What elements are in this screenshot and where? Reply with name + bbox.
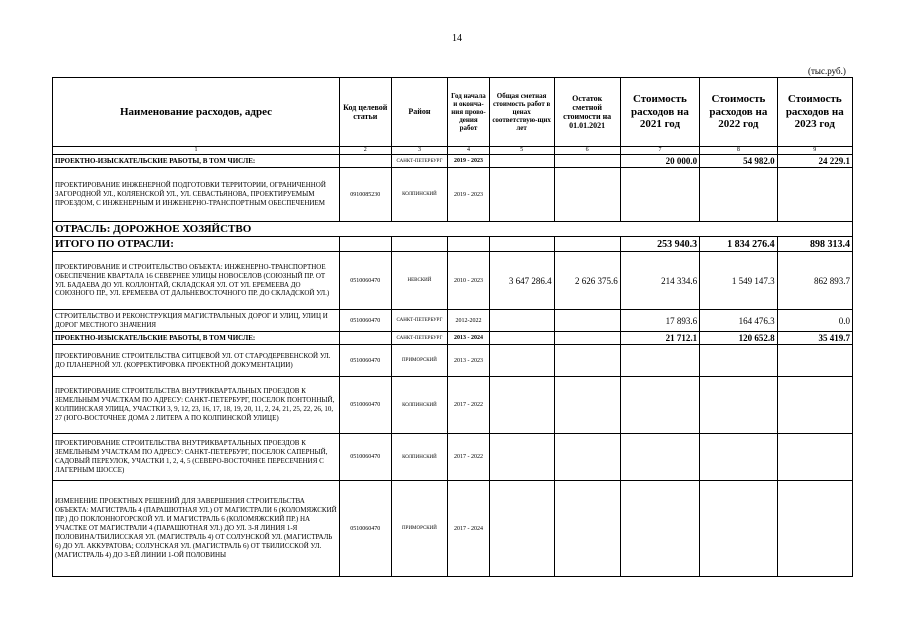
row-remaining <box>554 345 620 377</box>
column-number: 9 <box>777 147 852 155</box>
row-total-estimate <box>489 481 554 577</box>
row-total-estimate <box>489 310 554 332</box>
table-row <box>53 252 853 310</box>
row-name: СТРОИТЕЛЬСТВО И РЕКОНСТРУКЦИЯ МАГИСТРАЛЬНЫХ ДОРОГ И УЛИЦ, УЛИЦ И ДОРОГ МЕСТНОГО ЗНАЧЕНИЯ <box>53 310 340 332</box>
row-total-estimate <box>489 434 554 481</box>
row-cost-2022 <box>700 168 777 222</box>
total-cost-2023: 898 313.4 <box>777 237 852 252</box>
table-row <box>53 168 853 222</box>
page-number: 14 <box>452 33 462 44</box>
row-remaining <box>554 155 620 168</box>
row-total-estimate <box>489 377 554 434</box>
column-number: 6 <box>554 147 620 155</box>
row-code: 0510060470 <box>339 252 391 310</box>
row-district: КОЛПИНСКИЙ <box>391 377 448 434</box>
row-years: 2019 - 2023 <box>448 155 489 168</box>
table-row <box>53 377 853 434</box>
table-row <box>53 481 853 577</box>
total-empty-cell <box>448 237 489 252</box>
row-cost-2023 <box>777 434 852 481</box>
row-total-estimate <box>489 332 554 345</box>
row-cost-2023 <box>777 168 852 222</box>
row-name: ПРОЕКТИРОВАНИЕ ИНЖЕНЕРНОЙ ПОДГОТОВКИ ТЕРРИТОРИИ, ОГРАНИЧЕННОЙ ЗАГОРОДНОЙ УЛ., КОЛЯЕНСКОЙ УЛ., УЛ. СЕВАСТЬЯНОВА, ПРОЕКТИРУЕМЫМ ПРОЕЗДОМ, С ИНЖЕНЕРНЫМ И ИНЖЕНЕРНО-ТРАНСПОРТНЫМ ОБЕСПЕЧЕНИЕМ <box>53 168 340 222</box>
row-remaining <box>554 481 620 577</box>
column-number: 8 <box>700 147 777 155</box>
row-name: ПРОЕКТНО-ИЗЫСКАТЕЛЬСКИЕ РАБОТЫ, В ТОМ ЧИСЛЕ: <box>53 332 340 345</box>
row-years: 2012-2022 <box>448 310 489 332</box>
row-cost-2021 <box>620 434 699 481</box>
column-number: 2 <box>339 147 391 155</box>
row-district: САНКТ-ПЕТЕРБУРГ <box>391 332 448 345</box>
column-number: 1 <box>53 147 340 155</box>
row-cost-2021: 17 893.6 <box>620 310 699 332</box>
row-years: 2017 - 2024 <box>448 481 489 577</box>
row-remaining <box>554 168 620 222</box>
header-cost-2023: Стоимость расходов на 2023 год <box>777 78 852 147</box>
table-row <box>53 345 853 377</box>
table-row <box>53 434 853 481</box>
row-cost-2021 <box>620 377 699 434</box>
column-number: 4 <box>448 147 489 155</box>
row-years: 2013 - 2024 <box>448 332 489 345</box>
row-total-estimate: 3 647 286.4 <box>489 252 554 310</box>
row-remaining <box>554 310 620 332</box>
row-years: 2017 - 2022 <box>448 377 489 434</box>
row-code: 0510060470 <box>339 434 391 481</box>
total-empty-cell <box>391 237 448 252</box>
row-name: ПРОЕКТИРОВАНИЕ И СТРОИТЕЛЬСТВО ОБЪЕКТА: ИНЖЕНЕРНО-ТРАНСПОРТНОЕ ОБЕСПЕЧЕНИЕ КВАРТАЛА 16 СЕВЕРНЕЕ УЛИЦЫ НОВОСЕЛОВ (СОЮЗНЫЙ ПР. ОТ УЛ. БАДАЕВА ДО УЛ. КОЛЛОНТАЙ, СКЛАДСКАЯ УЛ. ОТ УЛ. ЕРЕМЕЕВА ДО СОЮЗНОГО ПР., УЛ. ЕРЕМЕЕВА ОТ ДАЛЬНЕВОСТОЧНОГО ПР. ДО СКЛАДСКОЙ УЛ.) <box>53 252 340 310</box>
row-cost-2023: 862 893.7 <box>777 252 852 310</box>
row-remaining <box>554 377 620 434</box>
row-remaining <box>554 434 620 481</box>
column-number: 5 <box>489 147 554 155</box>
row-cost-2023: 0.0 <box>777 310 852 332</box>
row-cost-2021: 20 000.0 <box>620 155 699 168</box>
budget-table <box>52 77 853 577</box>
row-years: 2010 - 2023 <box>448 252 489 310</box>
row-name: ИЗМЕНЕНИЕ ПРОЕКТНЫХ РЕШЕНИЙ ДЛЯ ЗАВЕРШЕНИЯ СТРОИТЕЛЬСТВА ОБЪЕКТА: МАГИСТРАЛЬ 4 (ПАРАШЮТНАЯ УЛ.) ОТ МАГИСТРАЛИ 6 (КОЛОМЯЖСКИЙ ПР.) ДО ПОКЛОННОГОРСКОЙ УЛ. И МАГИСТРАЛЬ 6 (КОЛОМЯЖСКИЙ ПР.) НА УЧАСТКЕ ОТ МАГИСТРАЛИ 4 (ПАРАШЮТНАЯ УЛ.) ДО УЛ. 3-Я ЛИНИЯ 1-Я ПОЛОВИНА/ТБИЛИССКАЯ УЛ. (МАГИСТРАЛЬ 4) ОТ СОЛУНСКОЙ УЛ. (МАГИСТРАЛЬ 6) ДО УЛ. АККУРАТОВА; СОЛУНСКАЯ УЛ. (МАГИСТРАЛЬ 6) ОТ ТБИЛИССКОЙ УЛ. (МАГИСТРАЛЬ 4) ДО 3-ЕЙ ЛИНИИ 1-ОЙ ПОЛОВИНЫ <box>53 481 340 577</box>
row-name: ПРОЕКТИРОВАНИЕ СТРОИТЕЛЬСТВА СИТЦЕВОЙ УЛ. ОТ СТАРОДЕРЕВЕНСКОЙ УЛ. ДО ПЛАНЕРНОЙ УЛ. (КОРРЕКТИРОВКА ПРОЕКТНОЙ ДОКУМЕНТАЦИИ) <box>53 345 340 377</box>
table-row <box>53 332 853 345</box>
row-cost-2022: 164 476.3 <box>700 310 777 332</box>
row-code: 0510060470 <box>339 345 391 377</box>
total-empty-cell <box>554 237 620 252</box>
row-cost-2022: 1 549 147.3 <box>700 252 777 310</box>
row-cost-2022 <box>700 434 777 481</box>
row-cost-2021 <box>620 168 699 222</box>
table-row <box>53 310 853 332</box>
row-years: 2013 - 2023 <box>448 345 489 377</box>
row-cost-2021: 21 712.1 <box>620 332 699 345</box>
row-name: ПРОЕКТИРОВАНИЕ СТРОИТЕЛЬСТВА ВНУТРИКВАРТАЛЬНЫХ ПРОЕЗДОВ К ЗЕМЕЛЬНЫМ УЧАСТКАМ ПО АДРЕСУ: САНКТ-ПЕТЕРБУРГ, ПОСЕЛОК САПЕРНЫЙ, САДОВЫЙ ПЕРЕУЛОК, УЧАСТКИ 1, 2, 4, 5 (СЕВЕРО-ВОСТОЧНЕЕ ПЕРЕСЕЧЕНИЯ С ЛАГЕРНЫМ ШОССЕ) <box>53 434 340 481</box>
header-code: Код целевой статьи <box>339 78 391 147</box>
row-cost-2021 <box>620 481 699 577</box>
row-cost-2023: 35 419.7 <box>777 332 852 345</box>
total-row <box>53 237 853 252</box>
row-cost-2023 <box>777 345 852 377</box>
row-district: САНКТ-ПЕТЕРБУРГ <box>391 310 448 332</box>
header-remaining: Остаток сметной стоимости на 01.01.2021 <box>554 78 620 147</box>
row-cost-2023: 24 229.1 <box>777 155 852 168</box>
row-total-estimate <box>489 168 554 222</box>
total-empty-cell <box>489 237 554 252</box>
unit-note: (тыс.руб.) <box>808 66 846 76</box>
total-empty-cell <box>339 237 391 252</box>
row-district: НЕВСКИЙ <box>391 252 448 310</box>
row-district: КОЛПИНСКИЙ <box>391 168 448 222</box>
row-total-estimate <box>489 345 554 377</box>
row-district: ПРИМОРСКИЙ <box>391 345 448 377</box>
header-cost-2021: Стоимость расходов на 2021 год <box>620 78 699 147</box>
row-years: 2017 - 2022 <box>448 434 489 481</box>
row-district: ПРИМОРСКИЙ <box>391 481 448 577</box>
row-code: 0510060470 <box>339 481 391 577</box>
total-cost-2022: 1 834 276.4 <box>700 237 777 252</box>
column-number: 3 <box>391 147 448 155</box>
row-remaining: 2 626 375.6 <box>554 252 620 310</box>
total-cost-2021: 253 940.3 <box>620 237 699 252</box>
row-cost-2021: 214 334.6 <box>620 252 699 310</box>
header-district: Район <box>391 78 448 147</box>
column-number: 7 <box>620 147 699 155</box>
row-code: 0910085230 <box>339 168 391 222</box>
row-years: 2019 - 2023 <box>448 168 489 222</box>
row-name: ПРОЕКТИРОВАНИЕ СТРОИТЕЛЬСТВА ВНУТРИКВАРТАЛЬНЫХ ПРОЕЗДОВ К ЗЕМЕЛЬНЫМ УЧАСТКАМ ПО АДРЕСУ: САНКТ-ПЕТЕРБУРГ, ПОСЕЛОК ПОНТОННЫЙ, КОЛПИНСКАЯ УЛИЦА, УЧАСТКИ 3, 9, 12, 23, 16, 17, 18, 19, 20, 11, 2, 24, 21, 25, 22, 26, 10, 27 (ЮГО-ВОСТОЧНЕЕ ДОМА 2 ЛИТЕРА А ПО КОЛПИНСКОЙ УЛИЦЕ) <box>53 377 340 434</box>
row-remaining <box>554 332 620 345</box>
row-cost-2021 <box>620 345 699 377</box>
row-district: КОЛПИНСКИЙ <box>391 434 448 481</box>
row-district: САНКТ-ПЕТЕРБУРГ <box>391 155 448 168</box>
row-cost-2022 <box>700 345 777 377</box>
table-row <box>53 155 853 168</box>
row-cost-2023 <box>777 377 852 434</box>
row-cost-2022 <box>700 377 777 434</box>
section-row <box>53 222 853 237</box>
total-label: ИТОГО ПО ОТРАСЛИ: <box>53 237 340 252</box>
header-total-estimate: Общая сметная стоимость работ в ценах соответствую-щих лет <box>489 78 554 147</box>
row-code <box>339 155 391 168</box>
header-cost-2022: Стоимость расходов на 2022 год <box>700 78 777 147</box>
row-cost-2022: 120 652.8 <box>700 332 777 345</box>
column-number-row <box>53 147 853 155</box>
section-title: ОТРАСЛЬ: ДОРОЖНОЕ ХОЗЯЙСТВО <box>53 222 853 237</box>
row-total-estimate <box>489 155 554 168</box>
row-code <box>339 332 391 345</box>
header-name: Наименование расходов, адрес <box>53 78 340 147</box>
row-code: 0510060470 <box>339 310 391 332</box>
row-cost-2023 <box>777 481 852 577</box>
row-cost-2022 <box>700 481 777 577</box>
row-cost-2022: 54 982.0 <box>700 155 777 168</box>
row-code: 0510060470 <box>339 377 391 434</box>
row-name: ПРОЕКТНО-ИЗЫСКАТЕЛЬСКИЕ РАБОТЫ, В ТОМ ЧИСЛЕ: <box>53 155 340 168</box>
header-years: Год начала и оконча-ния прово-дения работ <box>448 78 489 147</box>
